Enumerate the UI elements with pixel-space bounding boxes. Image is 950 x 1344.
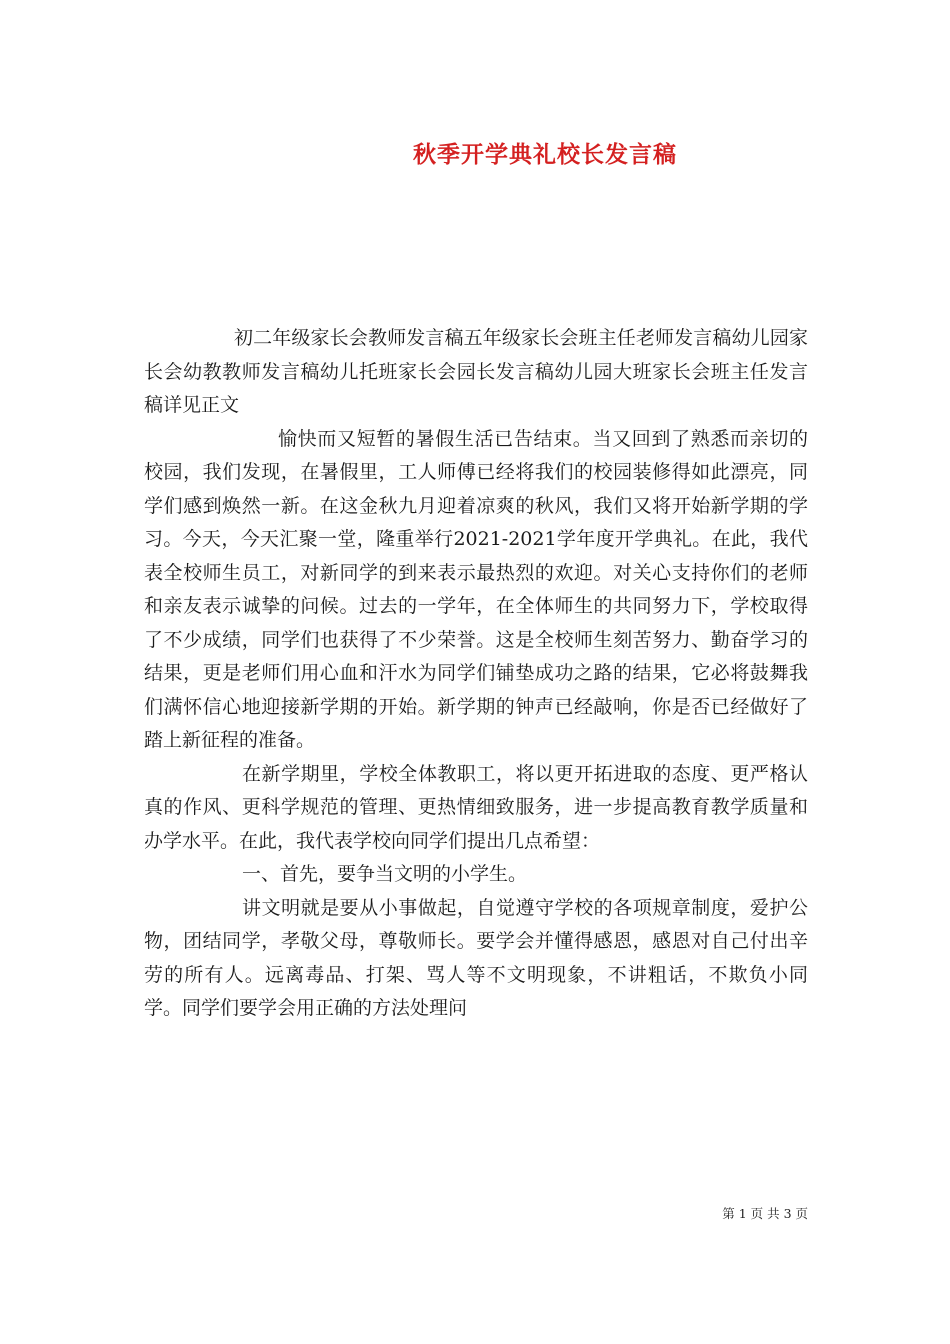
intro-paragraph: 初二年级家长会教师发言稿五年级家长会班主任老师发言稿幼儿园家长会幼教教师发言稿幼儿托班家长会园长发言稿幼儿园大班家长会班主任发言稿详见正文 <box>144 327 808 416</box>
document-body <box>144 322 808 1026</box>
body-paragraph: 愉快而又短暂的暑假生活已告结束。当又回到了熟悉而亲切的校园，我们发现，在暑假里，工人师傅已经将我们的校园装修得如此漂亮，同学们感到焕然一新。在这金秋九月迎着凉爽的秋风，我们又将开始新学期的学习。今天，今天汇聚一堂，隆重举行2021-2021学年度开学典礼。在此，我代表全校师生员工，对新同学的到来表示最热烈的欢迎。对关心支持你们的老师和亲友表示诚挚的问候。过去的一学年，在全体师生的共同努力下，学校取得了不少成绩，同学们也获得了不少荣誉。这是全校师生刻苦努力、勤奋学习的结果，更是老师们用心血和汗水为同学们铺垫成功之路的结果，它必将鼓舞我们满怀信心地迎接新学期的开始。新学期的钟声已经敲响，你是否已经做好了踏上新征程的准备。 <box>144 427 808 751</box>
page-number: 第 1 页 共 3 页 <box>722 1206 808 1221</box>
document-title: 秋季开学典礼校长发言稿 <box>413 141 677 168</box>
body-paragraph: 讲文明就是要从小事做起，自觉遵守学校的各项规章制度，爱护公物，团结同学，孝敬父母，尊敬师长。要学会并懂得感恩，感恩对自己付出辛劳的所有人。远离毒品、打架、骂人等不文明现象，不讲粗话，不欺负小同学。同学们要学会用正确的方法处理问 <box>144 896 808 1019</box>
section-heading: 一、首先，要争当文明的小学生。 <box>242 863 528 885</box>
body-paragraph: 在新学期里，学校全体教职工，将以更开拓进取的态度、更严格认真的作风、更科学规范的管理、更热情细致服务，进一步提高教育教学质量和办学水平。在此，我代表学校向同学们提出几点希望： <box>144 762 808 852</box>
